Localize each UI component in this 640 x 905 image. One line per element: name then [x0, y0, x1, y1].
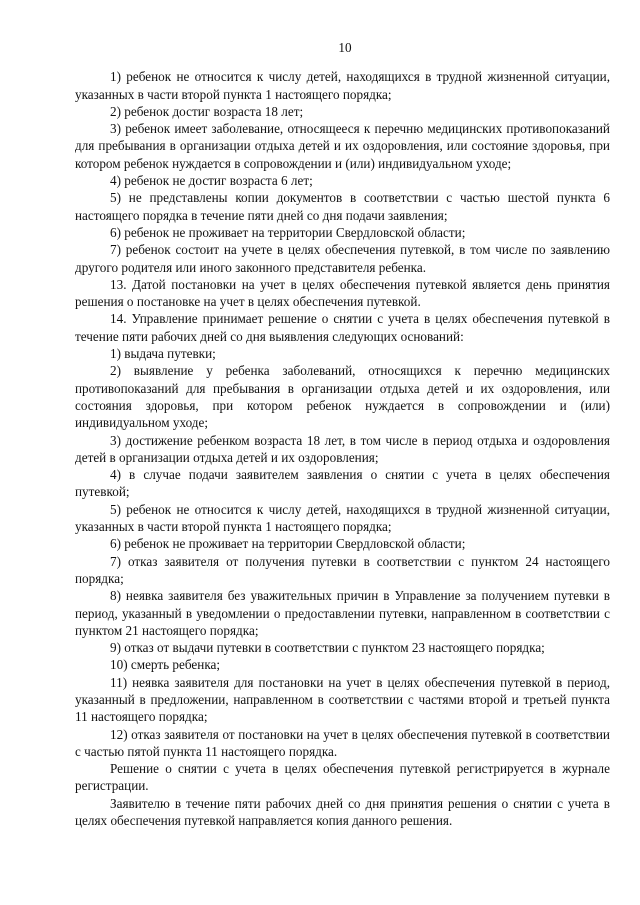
paragraph: 3) ребенок имеет заболевание, относящееся к перечню медицинских противопоказаний для пребывания в организации отдыха детей и их оздоровления, или состояние здоровья, при котором ребенок нуждается в сопровождении и (или) индивидуальном уходе;	[75, 121, 610, 171]
document-body	[75, 68, 610, 829]
paragraph: 5) ребенок не относится к числу детей, находящихся в трудной жизненной ситуации, указанных в части второй пункта 1 настоящего порядка;	[75, 501, 610, 535]
paragraph: Заявителю в течение пяти рабочих дней со дня принятия решения о снятии с учета в целях обеспечения путевкой направляется копия данного решения.	[75, 795, 610, 829]
page-number: 10	[338, 40, 352, 55]
paragraph: 2) выявление у ребенка заболеваний, относящихся к перечню медицинских противопоказаний для пребывания в организации отдыха детей и их оздоровления, или состояния здоровья, при котором ребенок нуждается в сопровождении и (или) индивидуальном уходе;	[75, 363, 610, 431]
paragraph: Решение о снятии с учета в целях обеспечения путевкой регистрируется в журнале регистрации.	[75, 761, 610, 794]
paragraph: 2) ребенок достиг возраста 18 лет;	[110, 103, 304, 119]
paragraph: 8) неявка заявителя без уважительных причин в Управление за получением путевки в период, указанный в уведомлении о предоставлении путевки, направленном в соответствии с пунктом 21 настоящего порядка;	[75, 588, 610, 638]
paragraph: 9) отказ от выдачи путевки в соответствии с пунктом 23 настоящего порядка;	[110, 640, 545, 656]
paragraph: 13. Датой постановки на учет в целях обеспечения путевкой является день принятия решения о постановке на учет в целях обеспечения путевкой.	[75, 276, 610, 310]
paragraph: 5) не представлены копии документов в соответствии с частью шестой пункта 6 настоящего порядка в течение пяти дней со дня подачи заявления;	[75, 190, 610, 223]
paragraph: 1) выдача путевки;	[110, 346, 216, 362]
paragraph: 4) в случае подачи заявителем заявления о снятии с учета в целях обеспечения путевкой;	[75, 467, 610, 500]
paragraph: 1) ребенок не относится к числу детей, находящихся в трудной жизненной ситуации, указанных в части второй пункта 1 настоящего порядка;	[75, 69, 610, 102]
paragraph: 12) отказ заявителя от постановки на учет в целях обеспечения путевкой в соответствии с частью пятой пункта 11 настоящего порядка.	[75, 726, 610, 759]
paragraph: 6) ребенок не проживает на территории Свердловской области;	[110, 536, 466, 552]
paragraph: 4) ребенок не достиг возраста 6 лет;	[110, 173, 313, 189]
paragraph: 11) неявка заявителя для постановки на учет в целях обеспечения путевкой в период, указанный в предложении, направленном в соответствии с частями второй и третьей пункта 11 настоящего порядка;	[75, 674, 610, 725]
paragraph: 10) смерть ребенка;	[110, 657, 221, 673]
paragraph: 6) ребенок не проживает на территории Свердловской области;	[110, 224, 466, 240]
paragraph: 14. Управление принимает решение о снятии с учета в целях обеспечения путевкой в течение пяти рабочих дней со дня выявления следующих оснований:	[75, 311, 610, 344]
paragraph: 3) достижение ребенком возраста 18 лет, в том числе в период отдыха и оздоровления детей в организации отдыха детей и их оздоровления;	[75, 432, 610, 465]
paragraph: 7) отказ заявителя от получения путевки в соответствии с пунктом 24 настоящего порядка;	[75, 553, 610, 586]
paragraph: 7) ребенок состоит на учете в целях обеспечения путевкой, в том числе по заявлению другого родителя или иного законного представителя ребенка.	[75, 242, 610, 275]
